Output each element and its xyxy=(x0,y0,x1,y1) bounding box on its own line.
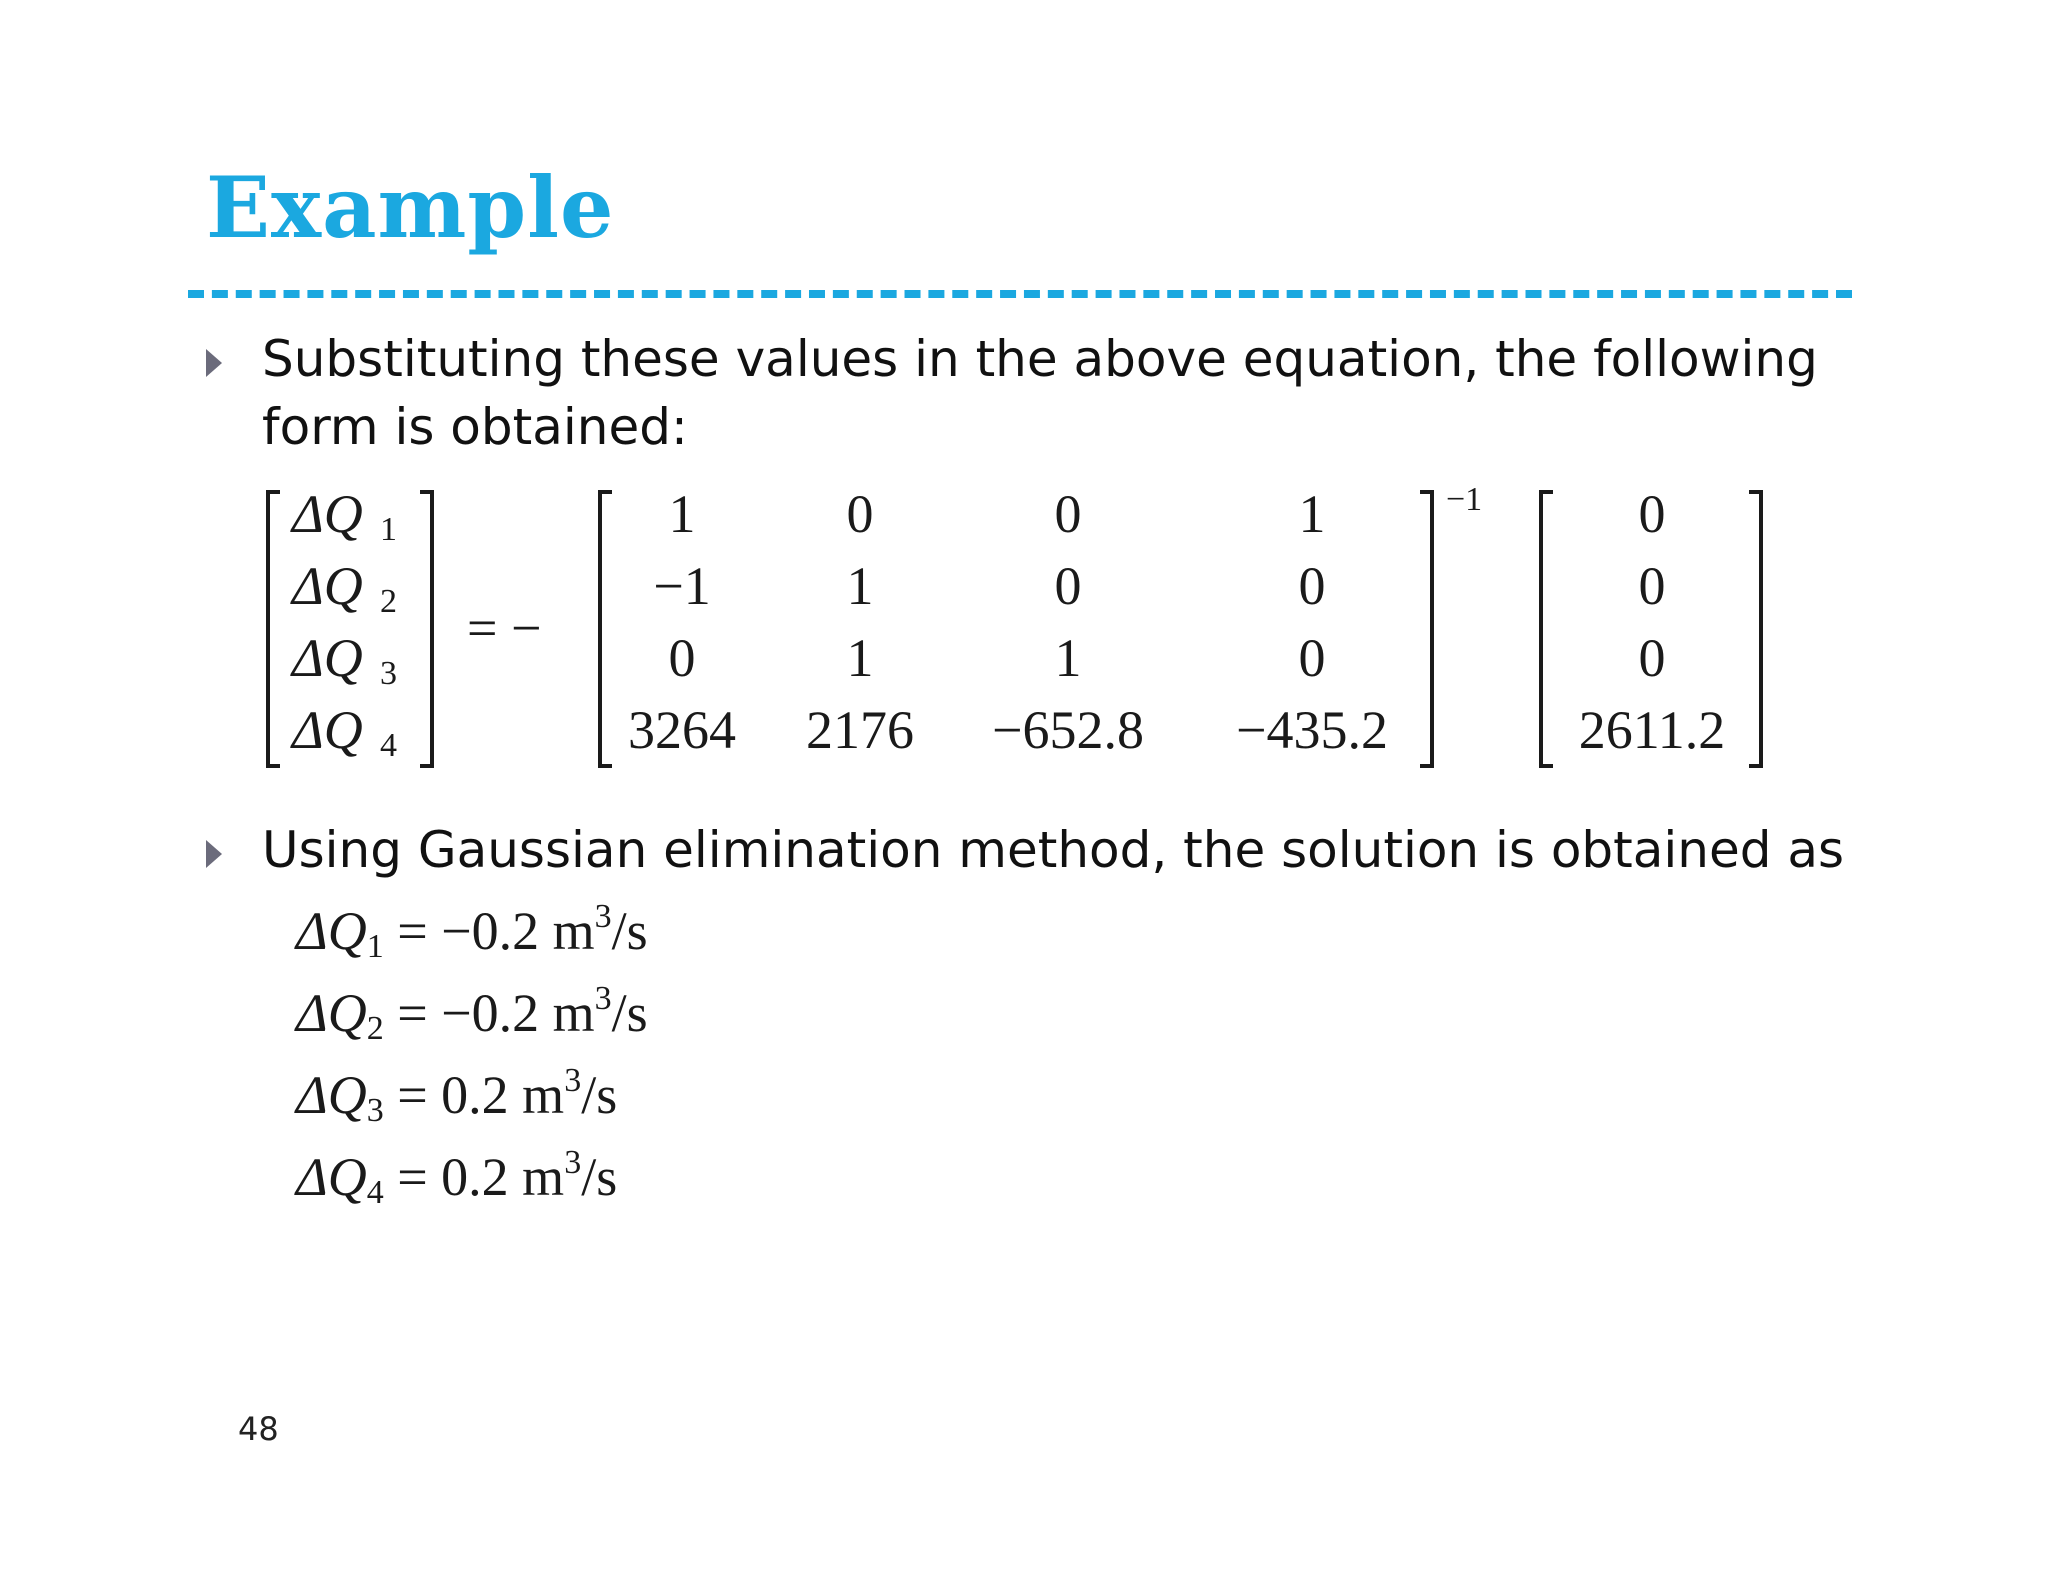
matrix-cell: 1 xyxy=(846,556,874,616)
lhs-subscript: 3 xyxy=(380,655,397,692)
solution-exponent: 3 xyxy=(564,1062,582,1099)
solution-relation: = xyxy=(383,983,442,1043)
solution-list xyxy=(296,898,896,1228)
solution-unit: /s xyxy=(581,1147,618,1207)
bullet-arrow-icon xyxy=(206,840,222,868)
matrix-cell: 0 xyxy=(1298,556,1326,616)
matrix-cell: 1 xyxy=(846,628,874,688)
matrix-cell: −652.8 xyxy=(992,700,1144,760)
inverse-exponent: −1 xyxy=(1446,481,1483,518)
lhs-vector xyxy=(290,484,397,764)
solution-subscript: 4 xyxy=(366,1174,384,1211)
lhs-subscript: 1 xyxy=(380,511,397,548)
solution-symbol: ΔQ xyxy=(296,1065,367,1125)
bullet-item xyxy=(206,325,1866,461)
solution-relation: = xyxy=(383,1147,442,1207)
rhs-vector xyxy=(1579,484,1726,760)
solution-symbol: ΔQ xyxy=(296,1147,367,1207)
solution-line xyxy=(296,1062,617,1142)
equals-minus: = − xyxy=(467,598,542,658)
solution-unit: /s xyxy=(611,901,648,961)
solution-symbol: ΔQ xyxy=(296,983,367,1043)
solution-exponent: 3 xyxy=(594,898,612,935)
solution-line xyxy=(296,980,648,1060)
matrix-cell: 0 xyxy=(846,484,874,544)
matrix-right-bracket xyxy=(1420,492,1432,766)
solution-exponent: 3 xyxy=(564,1144,582,1181)
lhs-subscript: 4 xyxy=(380,727,397,764)
matrix-cell: −1 xyxy=(653,556,711,616)
solution-exponent: 3 xyxy=(594,980,612,1017)
solution-line xyxy=(296,898,648,978)
matrix-left-bracket xyxy=(600,492,612,766)
solution-subscript: 1 xyxy=(366,928,384,965)
solution-unit: /s xyxy=(581,1065,618,1125)
matrix-cell: −435.2 xyxy=(1236,700,1388,760)
page-number: 48 xyxy=(238,1410,279,1448)
slide-title: Example xyxy=(206,158,615,257)
matrix-equation xyxy=(262,481,1772,774)
lhs-subscript: 2 xyxy=(380,583,397,620)
matrix-cell: 3264 xyxy=(628,700,736,760)
lhs-right-bracket xyxy=(420,492,432,766)
matrix-cell: 0 xyxy=(1054,556,1082,616)
solution-relation: = xyxy=(383,901,442,961)
matrix-cell: 2176 xyxy=(806,700,914,760)
solution-symbol: ΔQ xyxy=(296,901,367,961)
bullet-item xyxy=(206,816,1866,884)
rhs-cell: 0 xyxy=(1638,484,1666,544)
solution-subscript: 2 xyxy=(366,1010,384,1047)
solution-value: −0.2 m xyxy=(441,901,595,961)
rhs-left-bracket xyxy=(1541,492,1553,766)
matrix-cell: 1 xyxy=(1298,484,1326,544)
matrix-cell: 0 xyxy=(1298,628,1326,688)
rhs-cell: 0 xyxy=(1638,556,1666,616)
coefficient-matrix xyxy=(628,484,1388,760)
matrix-cell: 1 xyxy=(1054,628,1082,688)
solution-value: 0.2 m xyxy=(441,1147,565,1207)
bullet-text: Substituting these values in the above equation, the following form is obtained: xyxy=(262,330,1818,456)
matrix-cell: 1 xyxy=(668,484,696,544)
matrix-cell: 0 xyxy=(668,628,696,688)
solution-line xyxy=(296,1144,617,1224)
solution-value: 0.2 m xyxy=(441,1065,565,1125)
rhs-cell: 0 xyxy=(1638,628,1666,688)
title-divider xyxy=(188,290,1852,298)
lhs-symbol: ΔQ xyxy=(292,556,363,616)
lhs-symbol: ΔQ xyxy=(292,700,363,760)
matrix-cell: 0 xyxy=(1054,484,1082,544)
solution-unit: /s xyxy=(611,983,648,1043)
matrix-equation-svg xyxy=(262,481,1772,774)
lhs-symbol: ΔQ xyxy=(292,484,363,544)
rhs-right-bracket xyxy=(1749,492,1761,766)
rhs-cell: 2611.2 xyxy=(1578,700,1726,760)
bullet-arrow-icon xyxy=(206,349,222,377)
solution-value: −0.2 m xyxy=(441,983,595,1043)
lhs-left-bracket xyxy=(268,492,280,766)
solution-subscript: 3 xyxy=(366,1092,384,1129)
lhs-symbol: ΔQ xyxy=(292,628,363,688)
bullet-text: Using Gaussian elimination method, the solution is obtained as xyxy=(262,821,1845,879)
solution-relation: = xyxy=(383,1065,442,1125)
